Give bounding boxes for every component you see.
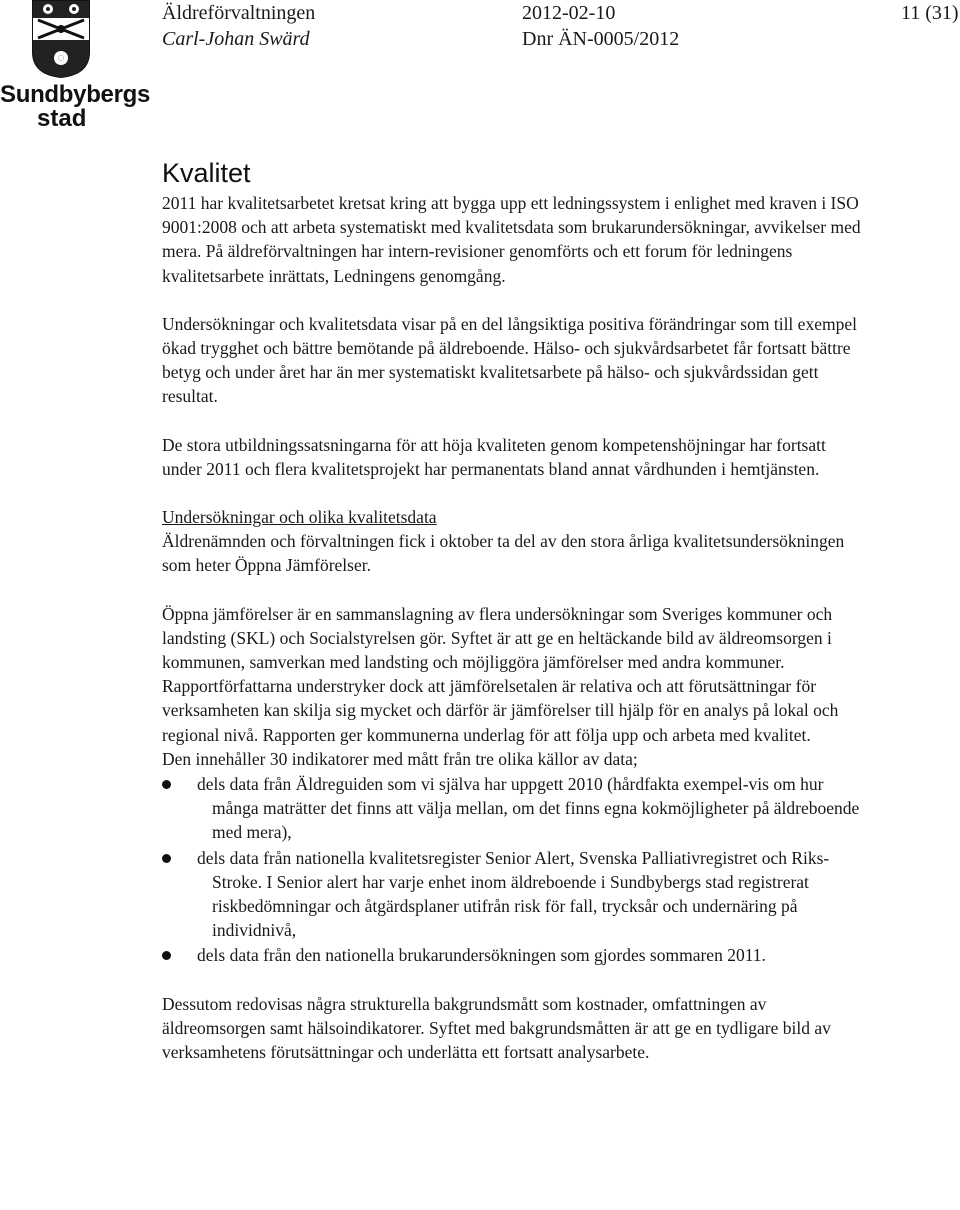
paragraph-training: De stora utbildningssatsningarna för att höja kvaliteten genom kompetenshöjningar har fortsatt under 2011 och flera kvalitetsprojekt har permanentats bland annat vårdhunden i hemtjänsten. [162,434,826,479]
header-author: Carl-Johan Swärd [162,28,310,50]
paragraph-oppna-jamforelser-intro: Äldrenämnden och förvaltningen fick i oktober ta del av den stora årliga kvalitetsundersökningen som heter Öppna Jämförelser. [162,531,845,576]
bullet-icon [162,780,171,789]
list-item: dels data från nationella kvalitetsregister Senior Alert, Svenska Palliativregistret och Riks-Stroke. I Senior alert har varje enhet inom äldreboende i Sundbybergs stad registrerat riskbedömningar och åtgärdsplaner utifrån risk för fall, trycksår och undernäring på individnivå, [162,846,862,943]
header-date: 2012-02-10 [522,2,616,24]
logo-text-line2: stad [37,105,87,132]
list-item: dels data från den nationella brukarundersökningen som gjordes sommaren 2011. [162,943,862,967]
subsection-heading: Undersökningar och olika kvalitetsdata [162,507,437,528]
coat-of-arms-icon [32,0,90,78]
paragraph-closing: Dessutom redovisas några strukturella bakgrundsmått som kostnader, omfattningen av äldreomsorgen samt hälsoindikatorer. Syftet med bakgrundsmåtten är att ge en tydligare bild av verksamhetens förutsättningar och underlätta ett fortsatt analysarbete. [162,993,831,1063]
paragraph-oppna-jamforelser-description: Öppna jämförelser är en sammanslagning av flera undersökningar som Sveriges kommuner och landsting (SKL) och Socialstyrelsen gör. Syftet är att ge en heltäckande bild av äldreomsorgen i kommunen, samverkan med landsting och möjliggöra jämförelser med andra kommuner. Rapportförfattarna understryker dock att jämförelsetalen är relativa och att förutsättningar för verksamheten kan skilja sig mycket och därför är jämförelser till hjälp för en analys på lokal och regional nivå. Rapporten ger kommunerna underlag för att följa upp och arbeta med kvalitet. [162,603,839,745]
bullet-icon [162,854,171,863]
data-sources-list [162,772,862,968]
section-title: Kvalitet [162,158,251,188]
paragraph-quality-system: 2011 har kvalitetsarbetet kretsat kring att bygga upp ett ledningssystem i enlighet med kraven i ISO 9001:2008 och att arbeta systematiskt med kvalitetsdata som brukarundersökningar, avvikelser med mera. På äldreförvaltningen har intern-revisioner genomförts och ett forum för ledningens kvalitetsarbete inrättats, Ledningens genomgång. [162,193,861,286]
header-organization: Äldreförvaltningen [162,2,316,24]
logo-text-line1: Sundbybergs [0,81,151,108]
header-registration-number: Dnr ÄN-0005/2012 [522,28,680,50]
header-page-number: 11 (31) [901,2,959,24]
sundbyberg-logo [0,0,151,132]
list-item: dels data från Äldreguiden som vi själva har uppgett 2010 (hårdfakta exempel-vis om hur många maträtter det finns att välja mellan, om det finns egna kokmöjligheter på äldreboende med mera), [162,772,862,845]
bullet-icon [162,951,171,960]
paragraph-survey-results: Undersökningar och kvalitetsdata visar på en del långsiktiga positiva förändringar som till exempel ökad trygghet och bättre bemötande på äldreboende. Hälso- och sjukvårdsarbetet får fortsatt bättre betyg och under året har än mer systematiskt kvalitetsarbete på hälso- och sjukvårdssidan gett resultat. [162,313,857,407]
document-body [162,158,862,1064]
list-intro: Den innehåller 30 indikatorer med mått från tre olika källor av data; [162,748,638,769]
